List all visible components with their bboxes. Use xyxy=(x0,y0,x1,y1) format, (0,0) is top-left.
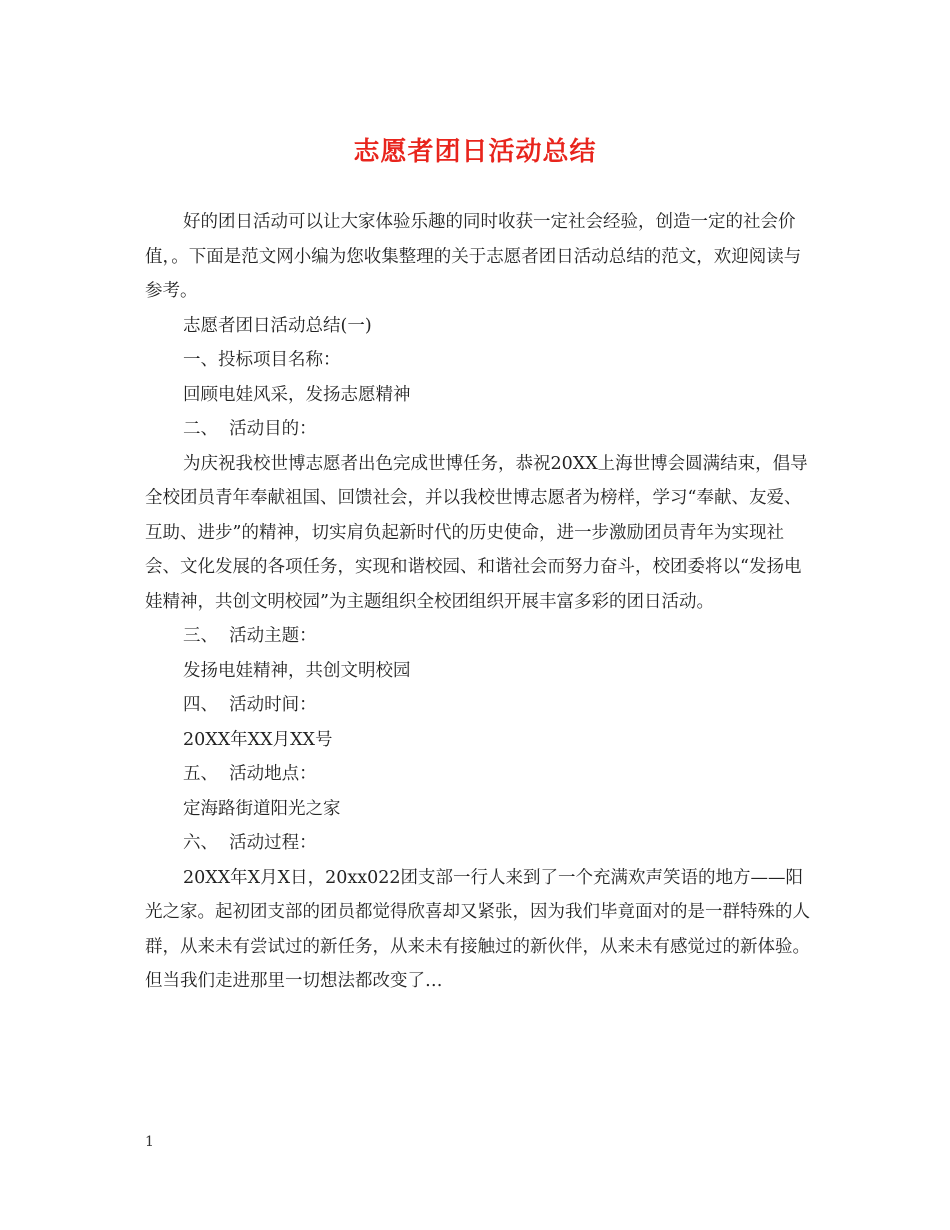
paragraph-item-2-value: 为庆祝我校世博志愿者出色完成世博任务，恭祝20XX上海世博会圆满结束，倡导全校团员青年奉献祖国、回馈社会，并以我校世博志愿者为榜样，学习“奉献、友爱、互助、进步”的精神，切实肩负起新时代的历史使命，进一步激励团员青年为实现社会、文化发展的各项任务，实现和谐校园、和谐社会而努力奋斗，校团委将以“发扬电娃精神，共创文明校园”为主题组织全校团组织开展丰富多彩的团日活动。 xyxy=(145,453,808,612)
paragraph-intro: 好的团日活动可以让大家体验乐趣的同时收获一定社会经验，创造一定的社会价值，。下面是范文网小编为您收集整理的关于志愿者团日活动总结的范文，欢迎阅读与参考。 xyxy=(145,212,802,301)
paragraph-item-4-label: 四、 活动时间： xyxy=(183,695,317,715)
paragraph-item-6-label: 六、 活动过程： xyxy=(183,833,317,853)
paragraph-item-1-value: 回顾电娃风采，发扬志愿精神 xyxy=(183,384,411,405)
paragraph-item-4-value: 20XX年XX月XX号 xyxy=(183,729,333,750)
paragraph-item-3-value: 发扬电娃精神，共创文明校园 xyxy=(183,660,411,681)
document-body xyxy=(145,205,810,999)
paragraph-item-1-label: 一、投标项目名称： xyxy=(183,350,341,370)
paragraph-item-2-label: 二、 活动目的： xyxy=(183,419,317,439)
document-title: 志愿者团日活动总结 xyxy=(353,137,597,167)
paragraph-item-6-value: 20XX年X月X日，20xx022团支部一行人来到了一个充满欢声笑语的地方——阳光之家。起初团支部的团员都觉得欣喜却又紧张，因为我们毕竟面对的是一群特殊的人群，从来未有尝试过的新任务，从来未有接触过的新伙伴，从来未有感觉过的新体验。但当我们走进那里一切想法都改变了… xyxy=(145,867,810,991)
paragraph-item-3-label: 三、 活动主题： xyxy=(183,626,317,646)
paragraph-section-heading: 志愿者团日活动总结(一) xyxy=(183,315,372,336)
page-number: 1 xyxy=(145,1134,154,1150)
paragraph-item-5-value: 定海路街道阳光之家 xyxy=(183,798,341,819)
paragraph-item-5-label: 五、 活动地点： xyxy=(183,764,317,784)
